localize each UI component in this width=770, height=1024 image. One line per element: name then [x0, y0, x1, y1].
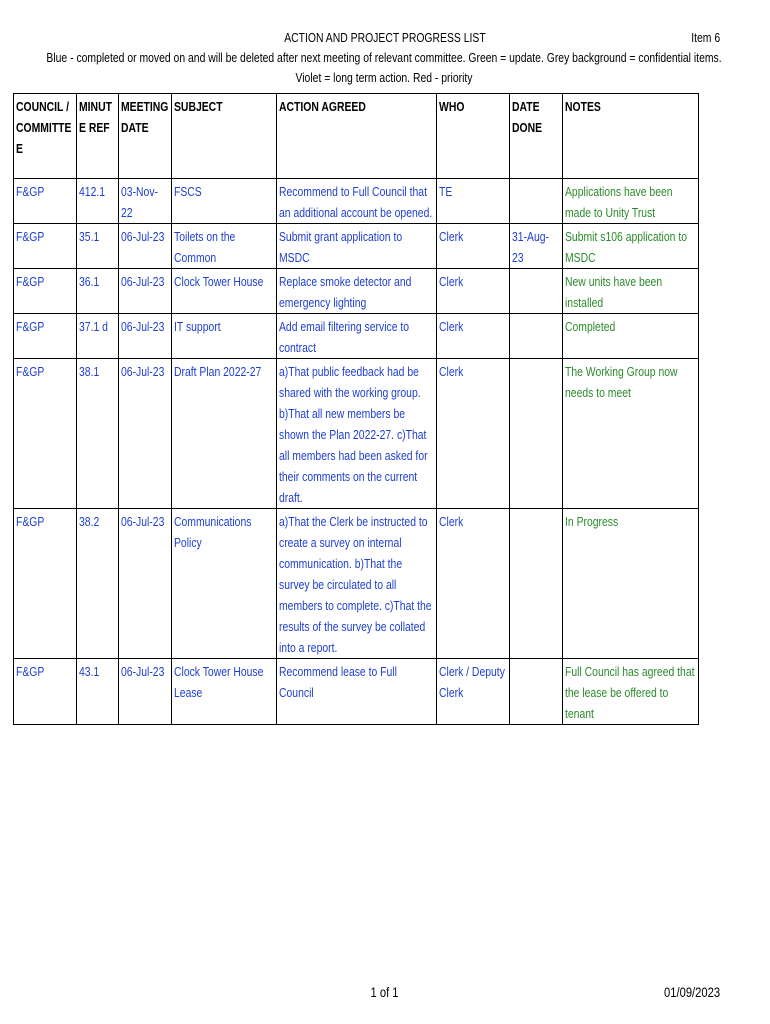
cell-subject: IT support: [172, 314, 277, 359]
col-subject: SUBJECT: [172, 94, 277, 179]
cell-council: F&GP: [14, 179, 77, 224]
cell-council: F&GP: [14, 659, 77, 725]
table-header-row: [14, 94, 699, 179]
cell-notes: New units have been installed: [563, 269, 699, 314]
cell-action: Recommend to Full Council that an additional account be opened.: [277, 179, 437, 224]
cell-done: [510, 659, 563, 725]
table-row: [14, 359, 699, 509]
cell-done: [510, 269, 563, 314]
cell-done: [510, 314, 563, 359]
cell-meeting: 06-Jul-23: [119, 269, 172, 314]
cell-notes: Completed: [563, 314, 699, 359]
col-notes: NOTES: [563, 94, 699, 179]
cell-who: Clerk: [437, 314, 510, 359]
cell-action: Recommend lease to Full Council: [277, 659, 437, 725]
cell-notes: The Working Group now needs to meet: [563, 359, 699, 509]
cell-minute: 37.1 d: [77, 314, 119, 359]
col-minute-ref: MINUTE REF: [77, 94, 119, 179]
cell-meeting: 06-Jul-23: [119, 509, 172, 659]
cell-who: Clerk: [437, 359, 510, 509]
col-who: WHO: [437, 94, 510, 179]
cell-notes: In Progress: [563, 509, 699, 659]
cell-minute: 36.1: [77, 269, 119, 314]
cell-action: Submit grant application to MSDC: [277, 224, 437, 269]
cell-minute: 35.1: [77, 224, 119, 269]
cell-action: a)That the Clerk be instructed to create a survey on internal communication. b)That the survey be circulated to all members to complete. c)That the results of the survey be collated into a report.: [277, 509, 437, 659]
cell-action: a)That public feedback had be shared with the working group. b)That all new members be shown the Plan 2022-27. c)That all members had been asked for their comments on the current draft.: [277, 359, 437, 509]
cell-subject: Clock Tower House: [172, 269, 277, 314]
cell-minute: 38.1: [77, 359, 119, 509]
cell-meeting: 03-Nov-22: [119, 179, 172, 224]
cell-notes: Full Council has agreed that the lease be offered to tenant: [563, 659, 699, 725]
col-council: COUNCIL / COMMITTEE: [14, 94, 77, 179]
table-row: [14, 224, 699, 269]
col-action-agreed: ACTION AGREED: [277, 94, 437, 179]
cell-subject: FSCS: [172, 179, 277, 224]
cell-minute: 412.1: [77, 179, 119, 224]
cell-done: [510, 179, 563, 224]
cell-minute: 43.1: [77, 659, 119, 725]
cell-who: Clerk: [437, 224, 510, 269]
color-legend: Blue - completed or moved on and will be deleted after next meeting of relevant committee. Green = update. Grey background = confidential items. Violet = long term action. Red - priority: [46, 50, 722, 85]
cell-council: F&GP: [14, 359, 77, 509]
cell-council: F&GP: [14, 269, 77, 314]
action-table: [13, 93, 699, 725]
cell-meeting: 06-Jul-23: [119, 314, 172, 359]
cell-action: Add email filtering service to contract: [277, 314, 437, 359]
cell-subject: Clock Tower House Lease: [172, 659, 277, 725]
cell-meeting: 06-Jul-23: [119, 359, 172, 509]
cell-done: 31-Aug-23: [510, 224, 563, 269]
table-row: [14, 269, 699, 314]
page-number: 1 of 1: [370, 984, 400, 1000]
col-meeting-date: MEETING DATE: [119, 94, 172, 179]
item-label: Item 6: [691, 30, 720, 45]
cell-done: [510, 509, 563, 659]
table-row: [14, 509, 699, 659]
table-row: [14, 314, 699, 359]
cell-who: TE: [437, 179, 510, 224]
cell-notes: Applications have been made to Unity Trust: [563, 179, 699, 224]
cell-notes: Submit s106 application to MSDC: [563, 224, 699, 269]
cell-subject: Toilets on the Common: [172, 224, 277, 269]
cell-minute: 38.2: [77, 509, 119, 659]
cell-who: Clerk: [437, 509, 510, 659]
col-date-done: DATE DONE: [510, 94, 563, 179]
cell-meeting: 06-Jul-23: [119, 224, 172, 269]
table-row: [14, 179, 699, 224]
cell-subject: Draft Plan 2022-27: [172, 359, 277, 509]
cell-done: [510, 359, 563, 509]
cell-action: Replace smoke detector and emergency lighting: [277, 269, 437, 314]
page-title: ACTION AND PROJECT PROGRESS LIST: [284, 30, 486, 45]
print-date: 01/09/2023: [663, 984, 720, 1000]
cell-subject: Communications Policy: [172, 509, 277, 659]
cell-council: F&GP: [14, 509, 77, 659]
cell-council: F&GP: [14, 224, 77, 269]
cell-meeting: 06-Jul-23: [119, 659, 172, 725]
cell-who: Clerk / Deputy Clerk: [437, 659, 510, 725]
cell-council: F&GP: [14, 314, 77, 359]
cell-who: Clerk: [437, 269, 510, 314]
table-row: [14, 659, 699, 725]
